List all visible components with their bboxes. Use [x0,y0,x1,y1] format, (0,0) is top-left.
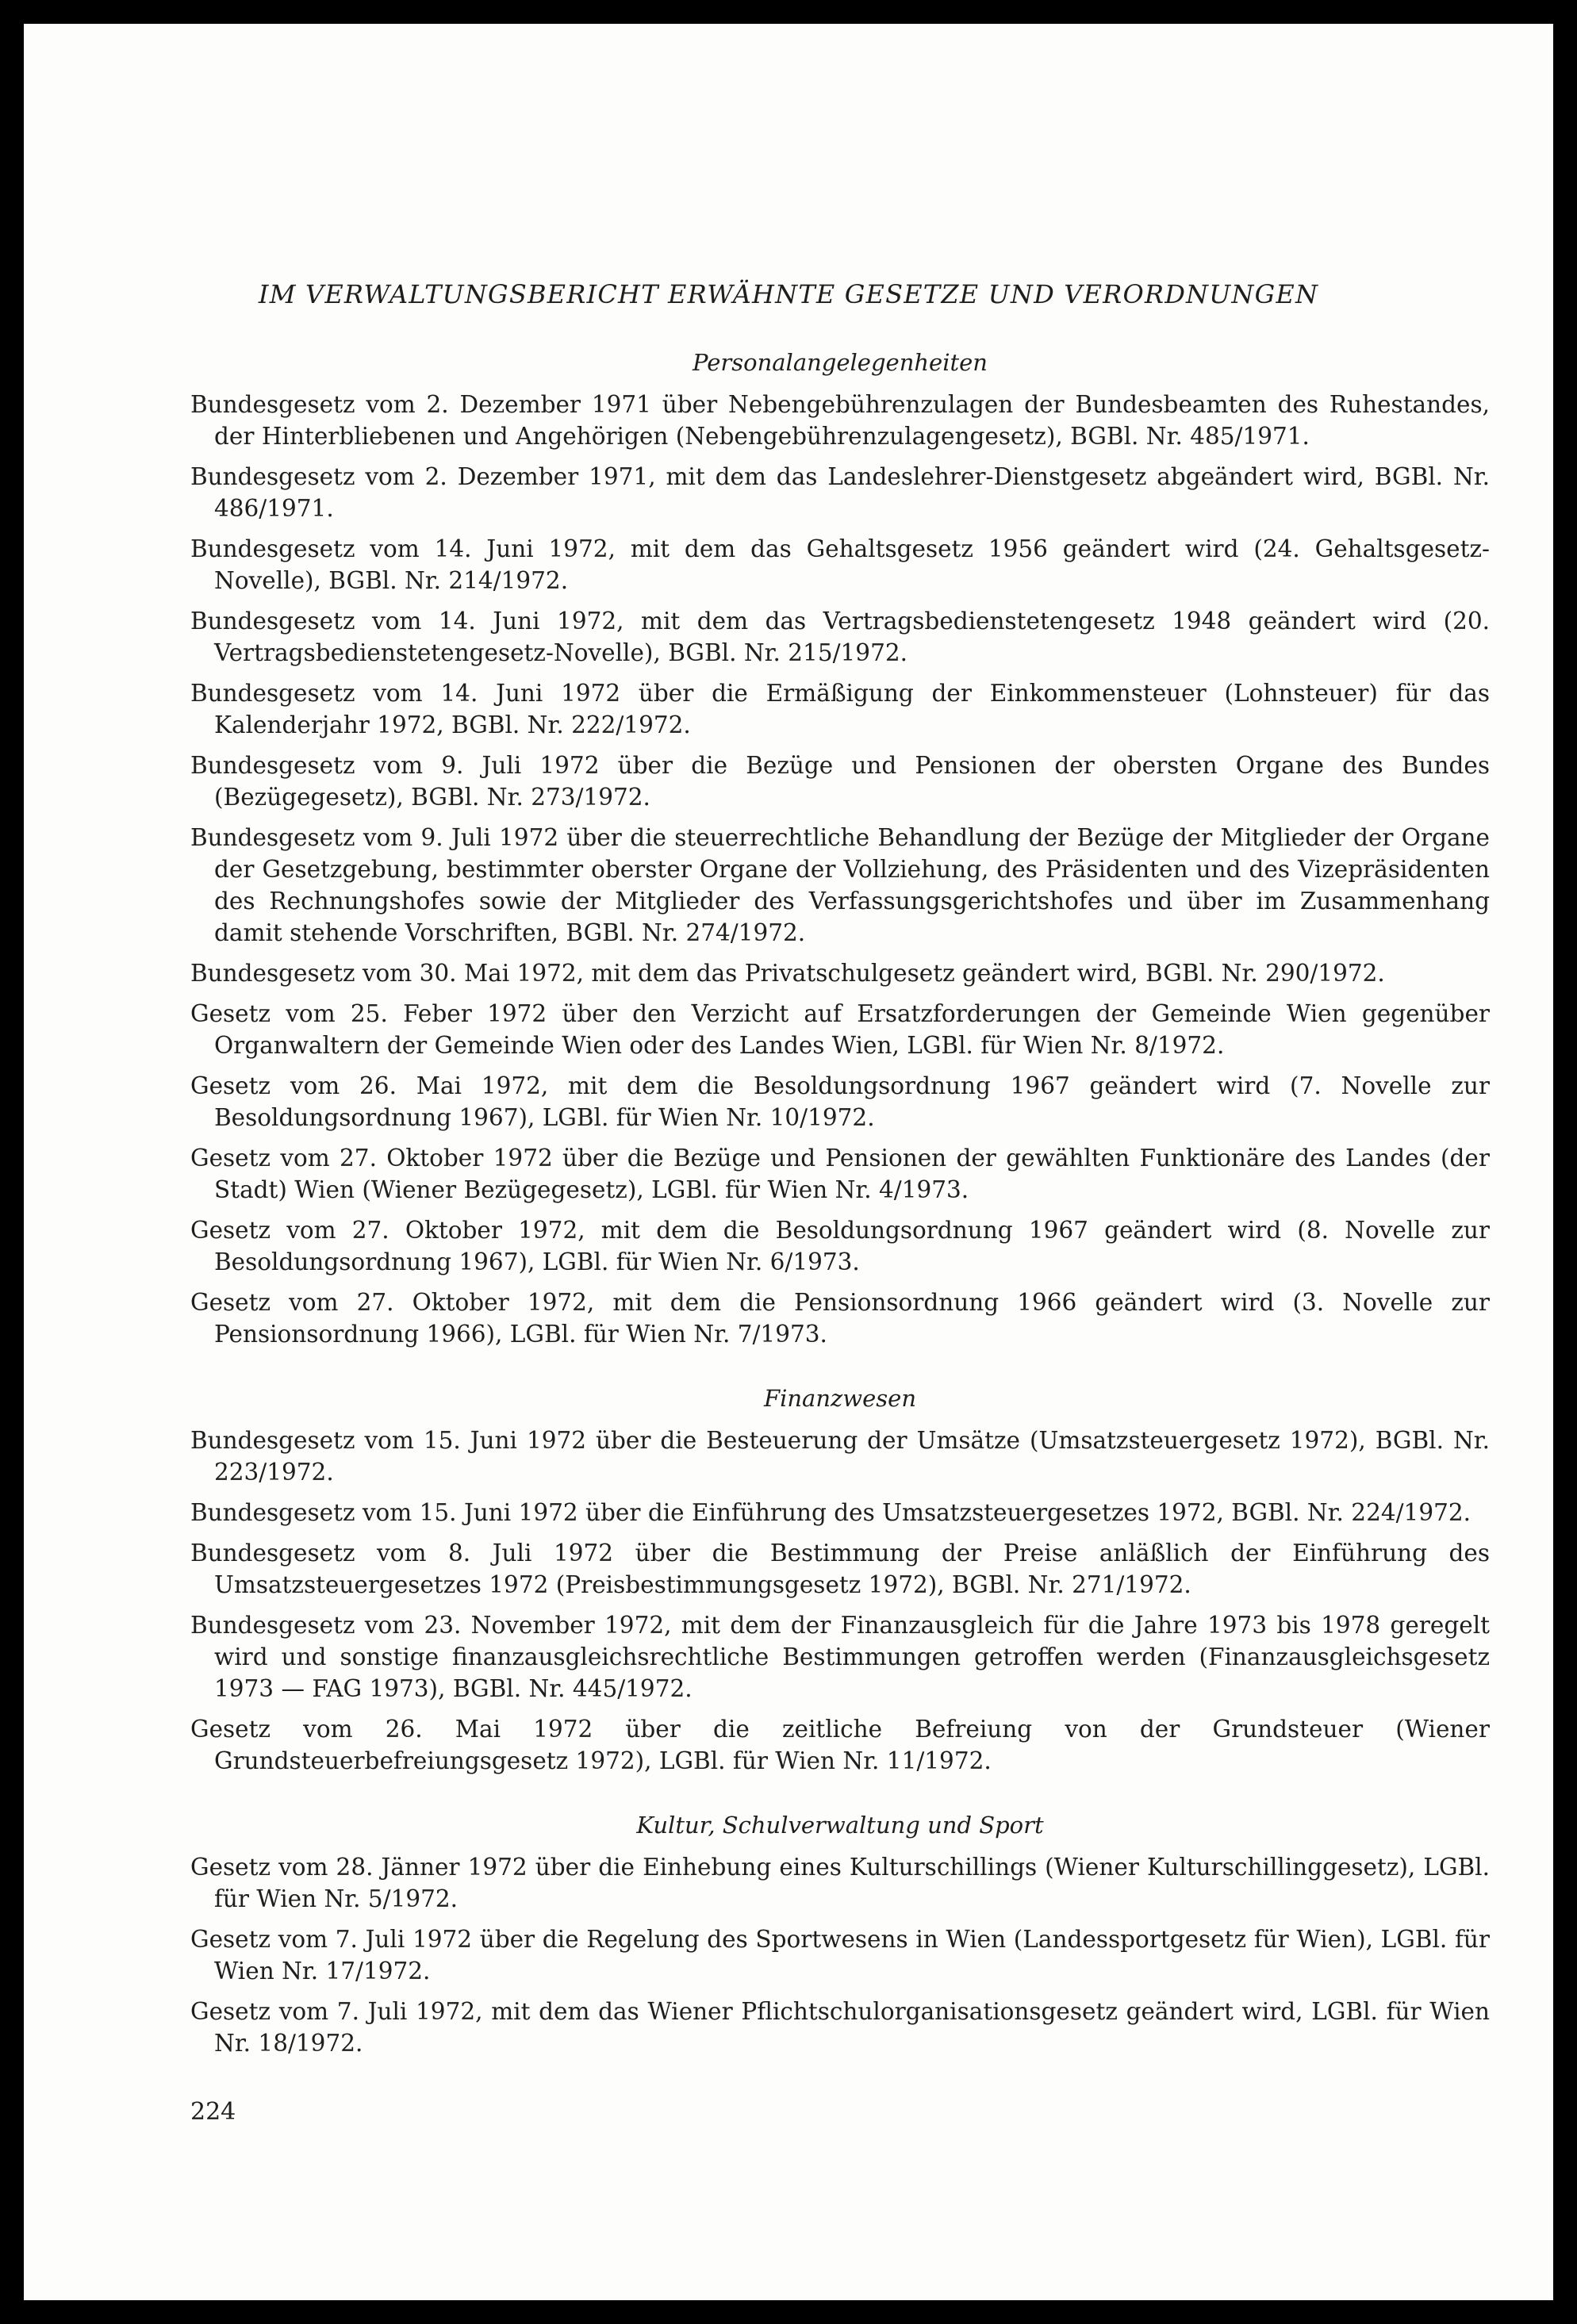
section-personalangelegenheiten [190,349,1490,1350]
law-entry: Gesetz vom 25. Feber 1972 über den Verzicht auf Ersatzforderungen der Gemeinde Wien gegenüber Organwaltern der Gemeinde Wien oder des Landes Wien, LGBl. für Wien Nr. 8/1972. [190,1000,1490,1059]
law-entry: Bundesgesetz vom 9. Juli 1972 über die Bezüge und Pensionen der obersten Organe des Bundes (Bezügegesetz), BGBl. Nr. 273/1972. [190,752,1490,811]
law-entry: Gesetz vom 27. Oktober 1972, mit dem die Besoldungsordnung 1967 geändert wird (8. Novelle zur Besoldungsordnung 1967), LGBl. für Wien Nr. 6/1973. [190,1217,1490,1275]
document-title: IM VERWALTUNGSBERICHT ERWÄHNTE GESETZE UND VERORDNUNGEN [258,279,1319,309]
section-kultur-schulverwaltung-sport [190,1812,1490,2059]
section-finanzwesen [190,1385,1490,1777]
section-heading: Personalangelegenheiten [693,349,988,376]
law-entry: Gesetz vom 7. Juli 1972, mit dem das Wiener Pflichtschulorganisationsgesetz geändert wird, LGBl. für Wien Nr. 18/1972. [190,1998,1490,2057]
law-entry: Bundesgesetz vom 15. Juni 1972 über die Einführung des Umsatzsteuergesetzes 1972, BGBl. Nr. 224/1972. [190,1499,1471,1526]
law-entry: Gesetz vom 27. Oktober 1972 über die Bezüge und Pensionen der gewählten Funktionäre des Landes (der Stadt) Wien (Wiener Bezügegesetz), LGBl. für Wien Nr. 4/1973. [190,1145,1490,1203]
law-entry: Bundesgesetz vom 23. November 1972, mit dem der Finanzausgleich für die Jahre 1973 bis 1978 geregelt wird und sonstige finanzausgleichsrechtliche Bestimmungen getroffen werden (Finanzausgleichsgesetz 1973 — FAG 1973), BGBl. Nr. 445/1972. [190,1612,1490,1702]
page-number: 224 [190,2098,236,2126]
law-entry: Bundesgesetz vom 15. Juni 1972 über die Besteuerung der Umsätze (Umsatzsteuergesetz 1972), BGBl. Nr. 223/1972. [190,1427,1490,1486]
law-entry: Bundesgesetz vom 2. Dezember 1971 über Nebengebührenzulagen der Bundesbeamten des Ruhestandes, der Hinterbliebenen und Angehörigen (Nebengebührenzulagengesetz), BGBl. Nr. 485/1971. [190,391,1490,450]
law-entry: Bundesgesetz vom 9. Juli 1972 über die steuerrechtliche Behandlung der Bezüge der Mitglieder der Organe der Gesetzgebung, bestimmter oberster Organe der Vollziehung, des Präsidenten und des Vizepräsidenten des Rechnungshofes sowie der Mitglieder des Verfassungsgerichtshofes und über im Zusammenhang damit stehende Vorschriften, BGBl. Nr. 274/1972. [190,824,1490,946]
document-page [24,24,1553,2300]
law-entry: Gesetz vom 26. Mai 1972 über die zeitliche Befreiung von der Grundsteuer (Wiener Grundsteuerbefreiungsgesetz 1972), LGBl. für Wien Nr. 11/1972. [190,1716,1490,1774]
law-entry: Gesetz vom 27. Oktober 1972, mit dem die Pensionsordnung 1966 geändert wird (3. Novelle zur Pensionsordnung 1966), LGBl. für Wien Nr. 7/1973. [190,1289,1490,1348]
law-entry: Bundesgesetz vom 2. Dezember 1971, mit dem das Landeslehrer-Dienstgesetz abgeändert wird, BGBl. Nr. 486/1971. [190,463,1490,522]
law-entry: Bundesgesetz vom 14. Juni 1972, mit dem das Gehaltsgesetz 1956 geändert wird (24. Gehaltsgesetz-Novelle), BGBl. Nr. 214/1972. [190,535,1490,594]
section-heading: Kultur, Schulverwaltung und Sport [636,1812,1044,1839]
law-entry: Gesetz vom 26. Mai 1972, mit dem die Besoldungsordnung 1967 geändert wird (7. Novelle zur Besoldungsordnung 1967), LGBl. für Wien Nr. 10/1972. [190,1072,1490,1131]
law-entry: Bundesgesetz vom 14. Juni 1972 über die Ermäßigung der Einkommensteuer (Lohnsteuer) für das Kalenderjahr 1972, BGBl. Nr. 222/1972. [190,680,1490,738]
law-entry: Bundesgesetz vom 8. Juli 1972 über die Bestimmung der Preise anläßlich der Einführung des Umsatzsteuergesetzes 1972 (Preisbestimmungsgesetz 1972), BGBl. Nr. 271/1972. [190,1540,1490,1598]
law-entry: Gesetz vom 28. Jänner 1972 über die Einhebung eines Kulturschillings (Wiener Kulturschillinggesetz), LGBl. für Wien Nr. 5/1972. [190,1854,1490,1912]
law-entry: Bundesgesetz vom 14. Juni 1972, mit dem das Vertragsbedienstetengesetz 1948 geändert wird (20. Vertragsbedienstetengesetz-Novelle), BGBl. Nr. 215/1972. [190,608,1490,666]
law-entry: Bundesgesetz vom 30. Mai 1972, mit dem das Privatschulgesetz geändert wird, BGBl. Nr. 290/1972. [190,960,1385,987]
section-heading: Finanzwesen [763,1385,917,1412]
law-entry: Gesetz vom 7. Juli 1972 über die Regelung des Sportwesens in Wien (Landessportgesetz für Wien), LGBl. für Wien Nr. 17/1972. [190,1926,1490,1985]
document-content [190,349,1490,2068]
